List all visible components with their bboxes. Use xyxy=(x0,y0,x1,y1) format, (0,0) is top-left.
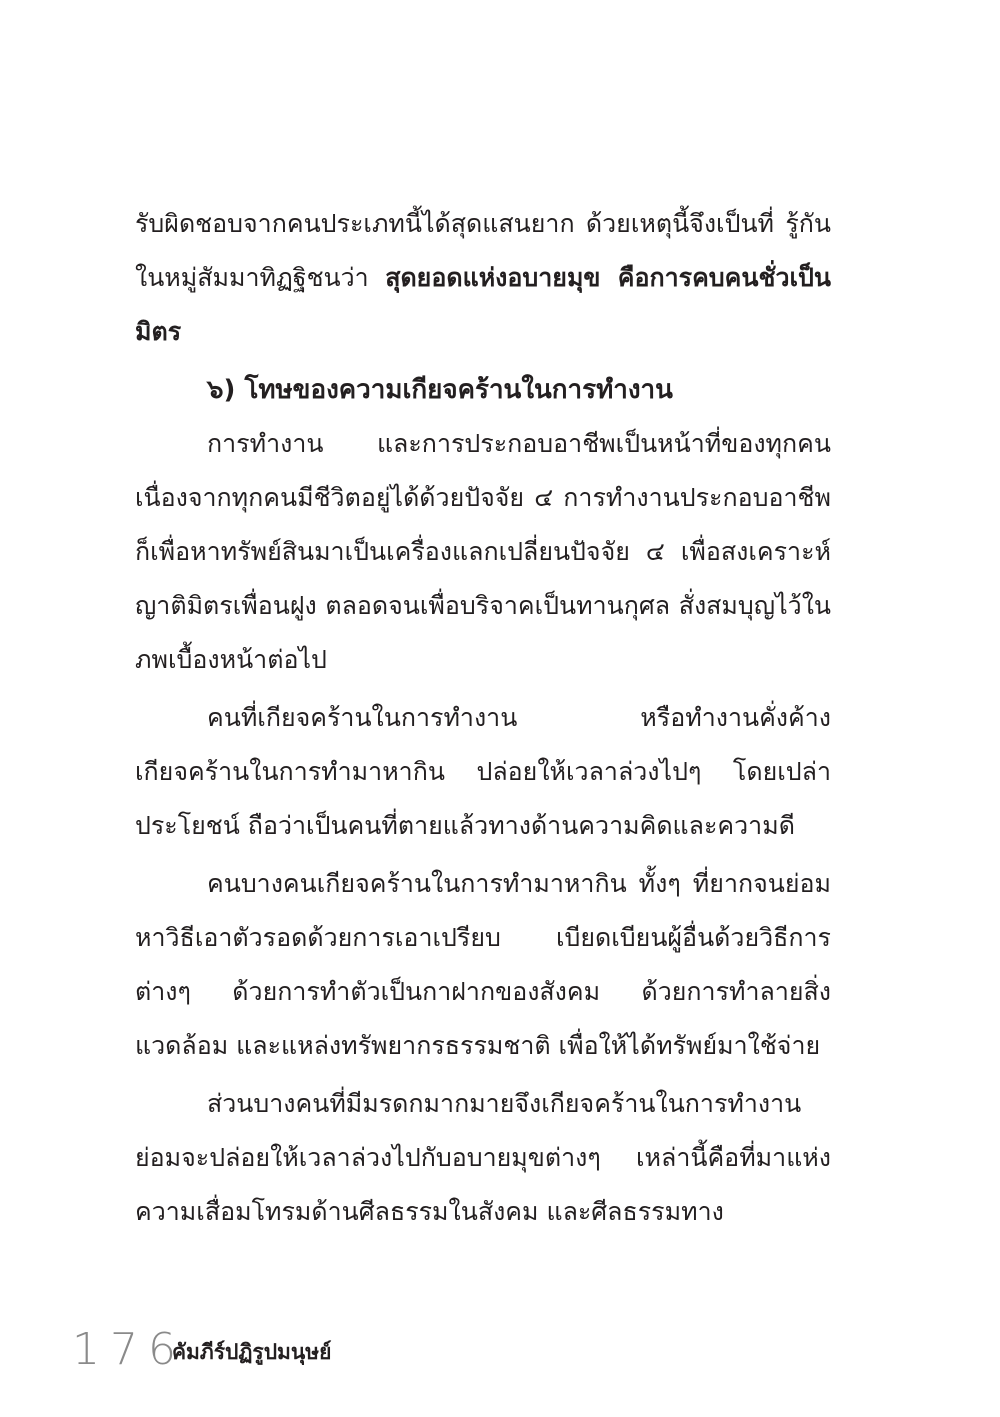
paragraph-1 xyxy=(135,197,831,359)
paragraph-3: คนที่เกียจคร้านในการทำงาน หรือทำงานคั่งค้าง เกียจคร้านในการทำมาหากิน ปล่อยให้เวลาล่วงไปๆ โดยเปล่าประโยชน์ ถือว่าเป็นคนที่ตายแล้วทางด้านความคิดและความดี xyxy=(135,703,831,840)
page-body xyxy=(135,197,831,1239)
page-footer xyxy=(72,1322,332,1375)
paragraph-1-line-1: รับผิดชอบจากคนประเภทนี้ได้สุดแสนยาก ด้วยเหตุนี้จึงเป็นที่ xyxy=(135,209,775,238)
paragraph-2: การทำงาน และการประกอบอาชีพเป็นหน้าที่ของทุกคน เนื่องจากทุกคนมีชีวิตอยู่ได้ด้วยปัจจัย ๔ การทำงานประกอบอาชีพ ก็เพื่อหาทรัพย์สินมาเป็นเครื่องแลกเปลี่ยนปัจจัย ๔ เพื่อสงเคราะห์ญาติมิตรเพื่อนฝูง ตลอดจนเพื่อบริจาคเป็นทานกุศล สั่งสมบุญไว้ในภพเบื้องหน้าต่อไป xyxy=(135,429,831,674)
paragraph-5: ส่วนบางคนที่มีมรดกมากมายจึงเกียจคร้านในการทำงาน ย่อมจะปล่อยให้เวลาล่วงไปกับอบายมุขต่างๆ เหล่านี้คือที่มาแห่งความเสื่อมโทรมด้านศีลธรรมในสังคม และศีลธรรมทาง xyxy=(135,1089,831,1226)
paragraph-1-line-2: รู้กันในหมู่สัมมาทิฏฐิชนว่า xyxy=(135,209,831,292)
book-title: คัมภีร์ปฏิรูปมนุษย์ xyxy=(171,1340,332,1364)
page-number: 176 xyxy=(72,1324,186,1375)
paragraph-1-emphasis: สุดยอดแห่งอบายมุข คือการคบคนชั่วเป็นมิตร xyxy=(135,263,832,346)
paragraph-4: คนบางคนเกียจคร้านในการทำมาหากิน ทั้งๆ ที่ยากจนย่อมหาวิธีเอาตัวรอดด้วยการเอาเปรียบ เบียดเบียนผู้อื่นด้วยวิธีการต่างๆ ด้วยการทำตัวเป็นกาฝากของสังคม ด้วยการทำลายสิ่งแวดล้อม และแหล่งทรัพยากรธรรมชาติ เพื่อให้ได้ทรัพย์มาใช้จ่าย xyxy=(135,869,831,1060)
section-heading: ๖) โทษของความเกียจคร้านในการทำงาน xyxy=(207,375,673,405)
